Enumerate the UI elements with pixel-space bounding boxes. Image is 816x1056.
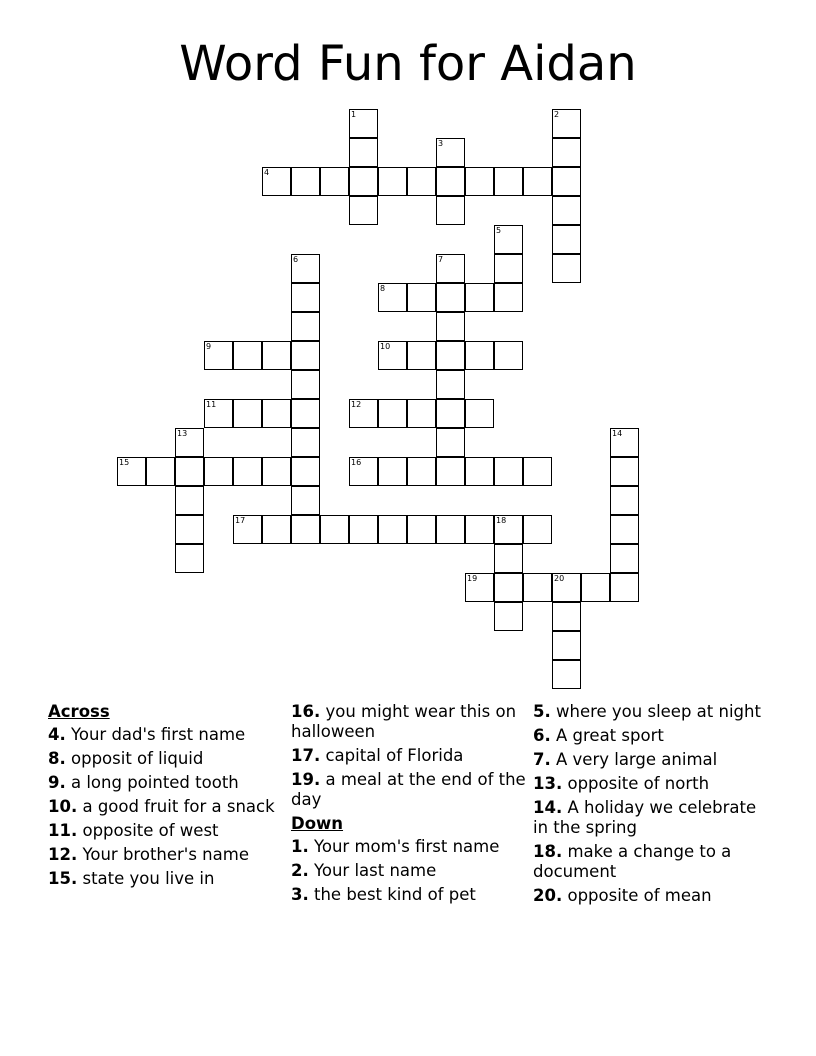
grid-cell[interactable]	[465, 573, 494, 602]
grid-cell[interactable]	[262, 399, 291, 428]
grid-cell[interactable]	[494, 341, 523, 370]
grid-cell[interactable]	[436, 457, 465, 486]
down-clue	[533, 750, 769, 770]
grid-cell[interactable]	[233, 515, 262, 544]
clue-text: Your dad's first name	[65, 725, 246, 744]
grid-cell[interactable]	[581, 573, 610, 602]
clue-number: 6.	[533, 726, 551, 745]
grid-cell[interactable]	[291, 341, 320, 370]
grid-cell[interactable]	[494, 457, 523, 486]
grid-cell[interactable]	[436, 283, 465, 312]
clue-number: 20.	[533, 886, 563, 905]
grid-cell[interactable]	[552, 602, 581, 631]
across-clue	[48, 869, 284, 889]
clue-number: 19	[467, 574, 478, 583]
clue-number: 9.	[48, 773, 66, 792]
grid-cell[interactable]	[407, 515, 436, 544]
clue-text: the best kind of pet	[308, 885, 476, 904]
down-clue	[291, 861, 527, 881]
grid-cell[interactable]	[320, 167, 349, 196]
clue-number: 12	[351, 400, 362, 409]
clue-number: 1.	[291, 837, 309, 856]
across-clue	[48, 797, 284, 817]
grid-cell[interactable]	[378, 283, 407, 312]
grid-cell[interactable]	[610, 486, 639, 515]
down-clue	[533, 842, 769, 882]
clue-text: a good fruit for a snack	[77, 797, 275, 816]
grid-cell[interactable]	[291, 254, 320, 283]
clues-column-1	[48, 702, 284, 893]
clue-text: where you sleep at night	[550, 702, 761, 721]
grid-cell[interactable]	[407, 167, 436, 196]
grid-cell[interactable]	[494, 225, 523, 254]
grid-cell[interactable]	[291, 428, 320, 457]
clue-number: 8.	[48, 749, 66, 768]
grid-cell[interactable]	[349, 109, 378, 138]
down-header: Down	[291, 814, 344, 833]
clue-text: Your last name	[308, 861, 437, 880]
clue-number: 8	[380, 284, 386, 293]
clue-number: 16	[351, 458, 362, 467]
grid-cell[interactable]	[175, 515, 204, 544]
down-clue	[533, 886, 769, 906]
grid-cell[interactable]	[233, 457, 262, 486]
grid-cell[interactable]	[378, 515, 407, 544]
grid-cell[interactable]	[407, 341, 436, 370]
across-clue	[48, 821, 284, 841]
grid-cell[interactable]	[523, 457, 552, 486]
grid-cell[interactable]	[291, 167, 320, 196]
grid-cell[interactable]	[291, 457, 320, 486]
clue-number: 14	[612, 429, 623, 438]
grid-cell[interactable]	[610, 457, 639, 486]
clue-number: 12.	[48, 845, 78, 864]
page-title: Word Fun for Aidan	[179, 36, 637, 92]
clue-number: 2	[554, 110, 560, 119]
grid-cell[interactable]	[494, 515, 523, 544]
clue-text: capital of Florida	[320, 746, 464, 765]
grid-cell[interactable]	[494, 544, 523, 573]
grid-cell[interactable]	[610, 544, 639, 573]
clue-text: opposit of liquid	[65, 749, 204, 768]
clue-number: 16.	[291, 702, 321, 721]
grid-cell[interactable]	[378, 341, 407, 370]
clue-text: make a change to a document	[533, 842, 732, 881]
grid-cell[interactable]	[349, 515, 378, 544]
clue-number: 2.	[291, 861, 309, 880]
clue-number: 15	[119, 458, 130, 467]
grid-cell[interactable]	[610, 515, 639, 544]
across-clue	[48, 725, 284, 745]
grid-cell[interactable]	[552, 109, 581, 138]
grid-cell[interactable]	[465, 399, 494, 428]
grid-cell[interactable]	[291, 515, 320, 544]
clue-text: opposite of north	[562, 774, 710, 793]
grid-cell[interactable]	[465, 167, 494, 196]
grid-cell[interactable]	[407, 399, 436, 428]
grid-cell[interactable]	[349, 138, 378, 167]
clue-number: 4.	[48, 725, 66, 744]
across-clue	[48, 749, 284, 769]
clue-number: 14.	[533, 798, 563, 817]
grid-cell[interactable]	[494, 283, 523, 312]
clue-number: 3.	[291, 885, 309, 904]
grid-cell[interactable]	[523, 515, 552, 544]
grid-cell[interactable]	[378, 457, 407, 486]
clue-number: 10.	[48, 797, 78, 816]
grid-cell[interactable]	[407, 283, 436, 312]
grid-cell[interactable]	[204, 457, 233, 486]
clue-text: Your mom's first name	[308, 837, 500, 856]
grid-cell[interactable]	[175, 486, 204, 515]
grid-cell[interactable]	[175, 544, 204, 573]
grid-cell[interactable]	[262, 515, 291, 544]
down-clue	[533, 702, 769, 722]
grid-cell[interactable]	[610, 573, 639, 602]
grid-cell[interactable]	[175, 428, 204, 457]
grid-cell[interactable]	[175, 457, 204, 486]
grid-cell[interactable]	[349, 196, 378, 225]
clue-text: opposite of west	[77, 821, 219, 840]
clue-number: 9	[206, 342, 212, 351]
grid-cell[interactable]	[204, 341, 233, 370]
grid-cell[interactable]	[436, 370, 465, 399]
clue-number: 7.	[533, 750, 551, 769]
clue-number: 3	[438, 139, 444, 148]
grid-cell[interactable]	[436, 196, 465, 225]
grid-cell[interactable]	[117, 457, 146, 486]
clue-text: A holiday we celebrate in the spring	[533, 798, 757, 837]
grid-cell[interactable]	[552, 631, 581, 660]
grid-cell[interactable]	[204, 399, 233, 428]
clue-number: 1	[351, 110, 357, 119]
clue-text: a meal at the end of the day	[291, 770, 526, 809]
grid-cell[interactable]	[494, 573, 523, 602]
across-clue	[291, 702, 527, 742]
clue-number: 19.	[291, 770, 321, 789]
grid-cell[interactable]	[291, 312, 320, 341]
clues-column-3	[533, 702, 769, 910]
clue-number: 17	[235, 516, 246, 525]
clue-number: 18.	[533, 842, 563, 861]
down-clue	[291, 885, 527, 905]
grid-cell[interactable]	[552, 138, 581, 167]
clue-number: 7	[438, 255, 444, 264]
grid-cell[interactable]	[262, 167, 291, 196]
clue-number: 17.	[291, 746, 321, 765]
grid-cell[interactable]	[262, 341, 291, 370]
grid-cell[interactable]	[552, 196, 581, 225]
grid-cell[interactable]	[291, 486, 320, 515]
clue-text: opposite of mean	[562, 886, 712, 905]
grid-cell[interactable]	[494, 167, 523, 196]
grid-cell[interactable]	[465, 341, 494, 370]
grid-cell[interactable]	[436, 515, 465, 544]
clue-number: 13.	[533, 774, 563, 793]
across-header: Across	[48, 702, 110, 721]
down-clue	[533, 774, 769, 794]
grid-cell[interactable]	[552, 254, 581, 283]
clue-number: 11	[206, 400, 217, 409]
grid-cell[interactable]	[233, 399, 262, 428]
grid-cell[interactable]	[320, 515, 349, 544]
clue-text: A very large animal	[550, 750, 718, 769]
grid-cell[interactable]	[436, 341, 465, 370]
grid-cell[interactable]	[552, 225, 581, 254]
grid-cell[interactable]	[552, 573, 581, 602]
across-clue	[48, 845, 284, 865]
grid-cell[interactable]	[552, 660, 581, 689]
grid-cell[interactable]	[349, 399, 378, 428]
grid-cell[interactable]	[436, 167, 465, 196]
grid-cell[interactable]	[465, 515, 494, 544]
grid-cell[interactable]	[349, 457, 378, 486]
grid-cell[interactable]	[407, 457, 436, 486]
clue-number: 4	[264, 168, 270, 177]
grid-cell[interactable]	[291, 399, 320, 428]
grid-cell[interactable]	[523, 167, 552, 196]
clue-number: 5	[496, 226, 502, 235]
grid-cell[interactable]	[146, 457, 175, 486]
clue-text: Your brother's name	[77, 845, 249, 864]
clue-number: 10	[380, 342, 391, 351]
clue-number: 6	[293, 255, 299, 264]
across-clue	[291, 770, 527, 810]
grid-cell[interactable]	[494, 602, 523, 631]
clue-text: you might wear this on halloween	[291, 702, 517, 741]
grid-cell[interactable]	[552, 167, 581, 196]
grid-cell[interactable]	[262, 457, 291, 486]
grid-cell[interactable]	[291, 283, 320, 312]
grid-cell[interactable]	[436, 254, 465, 283]
down-clue	[291, 837, 527, 857]
clue-text: a long pointed tooth	[65, 773, 239, 792]
grid-cell[interactable]	[291, 370, 320, 399]
grid-cell[interactable]	[523, 573, 552, 602]
grid-cell[interactable]	[610, 428, 639, 457]
clue-number: 13	[177, 429, 188, 438]
grid-cell[interactable]	[378, 399, 407, 428]
grid-cell[interactable]	[465, 457, 494, 486]
grid-cell[interactable]	[436, 312, 465, 341]
down-clue	[533, 798, 769, 838]
grid-cell[interactable]	[494, 254, 523, 283]
grid-cell[interactable]	[436, 428, 465, 457]
down-clue	[533, 726, 769, 746]
grid-cell[interactable]	[465, 283, 494, 312]
grid-cell[interactable]	[436, 138, 465, 167]
clue-number: 15.	[48, 869, 78, 888]
clue-text: state you live in	[77, 869, 215, 888]
clues-column-2	[291, 702, 527, 909]
grid-cell[interactable]	[378, 167, 407, 196]
clue-number: 18	[496, 516, 507, 525]
clue-number: 11.	[48, 821, 78, 840]
clue-number: 5.	[533, 702, 551, 721]
across-clue	[48, 773, 284, 793]
grid-cell[interactable]	[349, 167, 378, 196]
clue-number: 20	[554, 574, 565, 583]
grid-cell[interactable]	[436, 399, 465, 428]
grid-cell[interactable]	[233, 341, 262, 370]
clue-text: A great sport	[550, 726, 664, 745]
across-clue	[291, 746, 527, 766]
